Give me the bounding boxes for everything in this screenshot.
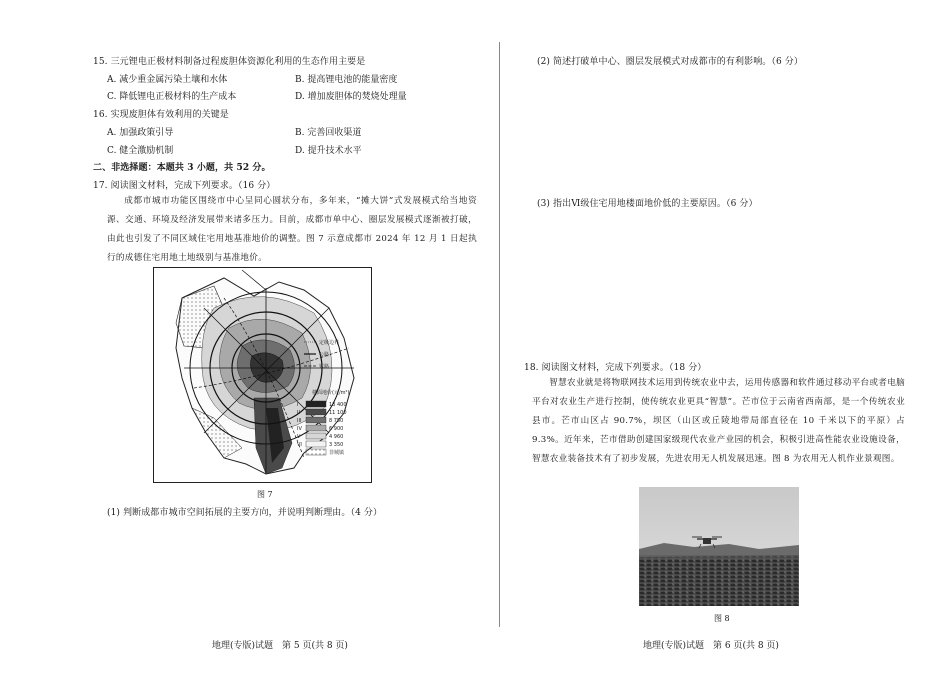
legend-price-1: 13 400 [329, 402, 347, 408]
legend-boundary: 定级边界 [319, 340, 340, 346]
q18-stem: 18. 阅读图文材料，完成下列要求。（18 分） [524, 363, 707, 373]
chengdu-land-price-map [153, 267, 372, 483]
q16-option-a: A. 加强政策引导 [107, 128, 174, 138]
q16-stem: 16. 实现废胆体有效利用的关键是 [93, 110, 229, 120]
legend-price-5: 4 960 [329, 434, 344, 440]
figure-8-caption: 图 8 [714, 614, 730, 623]
legend-price-4: 6 900 [329, 426, 344, 432]
map-figure [154, 268, 371, 482]
q16-option-c: C. 健全激励机制 [107, 146, 174, 156]
footer-right: 地理(专版)试题 第 6 页(共 8 页) [643, 641, 779, 651]
legend-level-2: II [297, 410, 300, 416]
legend-non-town: 非城镇 [329, 450, 345, 456]
q18-material: 智慧农业就是将物联网技术运用到传统农业中去，运用传感器和软件通过移动平台或者电脑平台对农业生产进行控制，使传统农业更具“智慧”。芒市位于云南省西南部，是一个传统农业县市。芒市山区占 90.7%，坝区（山区或丘陵地带局部直径在 10 千米以下的平原）占 9.3%。近年来，芒市借助创建国家级现代农业产业园的机会，积极引进高性能农业设施设备，智慧农业装备技术有了初步发展，先进农用无人机发展迅速。图 8 为农用无人机作业景观图。 [532, 378, 905, 464]
q15-option-c: C. 降低锂电正极材料的生产成本 [107, 92, 237, 102]
q17-material: 成都市城市功能区围绕市中心呈同心圆状分布，多年来，“摊大饼”式发展模式给当地资源、交通、环境及经济发展带来诸多压力。目前，成都市单中心、圈层发展模式逐渐被打破，由此也引发了不同区域住宅用地基准地价的调整。图 7 示意成都市 2024 年 12 月 1 日起执行的成德住宅用地土地级别与基准地价。 [107, 196, 477, 263]
footer-left: 地理(专版)试题 第 5 页(共 8 页) [212, 641, 348, 651]
section-heading: 二、非选择题：本题共 3 小题，共 52 分。 [93, 163, 271, 173]
q15-option-b: B. 提高锂电池的能量密度 [295, 75, 398, 85]
legend-level-1: I [297, 402, 299, 408]
legend-railway: 铁路 [319, 364, 330, 370]
legend-price-6: 3 350 [329, 442, 344, 448]
figure-7-caption: 图 7 [257, 490, 273, 499]
legend-level-6: VI [297, 442, 302, 448]
q15-stem: 15. 三元锂电正极材料制备过程废胆体资源化利用的生态作用主要是 [93, 57, 366, 67]
legend-level-3: III [297, 418, 302, 424]
q17-sub1: (1) 判断成都市城市空间拓展的主要方向，并说明判断理由。（4 分） [107, 508, 383, 518]
q17-sub3: (3) 指出Ⅵ级住宅用地楼面地价低的主要原因。（6 分） [537, 199, 758, 209]
q17-stem: 17. 阅读图文材料，完成下列要求。（16 分） [93, 181, 276, 191]
legend-level-5: V [297, 434, 301, 440]
q16-option-d: D. 提升技术水平 [295, 146, 362, 156]
q16-option-b: B. 完善回收渠道 [295, 128, 362, 138]
legend-price-2: 11 100 [329, 410, 347, 416]
legend-highway: 公路 [319, 352, 330, 358]
drone-field-photo [639, 487, 799, 606]
legend-level-4: IV [297, 426, 302, 432]
q17-sub2: (2) 简述打破单中心、圈层发展模式对成都市的有利影响。（6 分） [537, 57, 803, 67]
q15-option-a: A. 减少重金属污染土壤和水体 [107, 75, 228, 85]
q15-option-d: D. 增加废胆体的焚烧处理量 [295, 92, 407, 102]
legend-price-3: 8 750 [329, 418, 344, 424]
legend-title: 楼面地价(元/m²) [312, 390, 350, 396]
